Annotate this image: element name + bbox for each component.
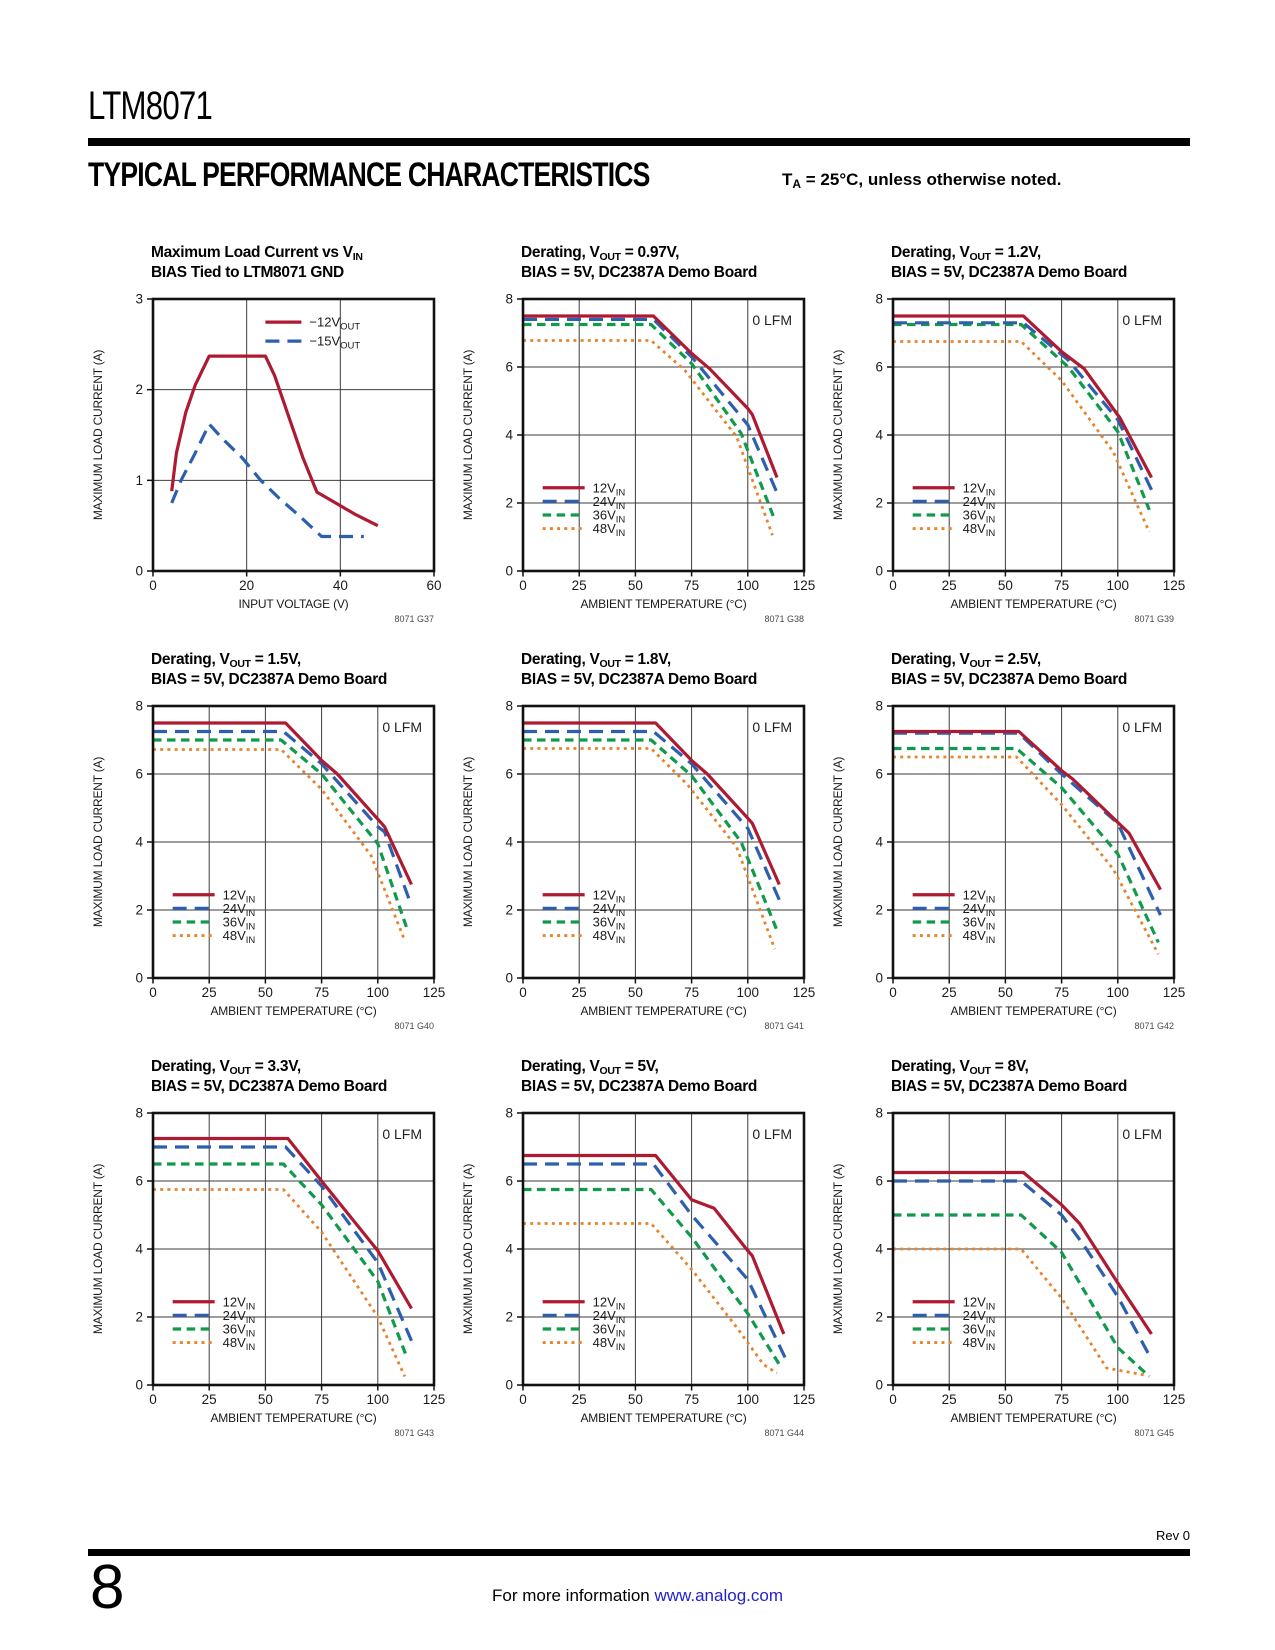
y-axis-label: MAXIMUM LOAD CURRENT (A) bbox=[831, 756, 845, 928]
legend-label: $48V_{IN}$ bbox=[962, 1335, 996, 1354]
legend-label: $48V_{IN}$ bbox=[222, 928, 256, 947]
svg-text:6: 6 bbox=[505, 359, 513, 375]
svg-text:1: 1 bbox=[135, 472, 143, 488]
x-axis-label: AMBIENT TEMPERATURE (°C) bbox=[580, 597, 747, 611]
tick-labels bbox=[875, 1106, 1185, 1408]
chart-legend bbox=[173, 887, 256, 946]
svg-text:50: 50 bbox=[627, 985, 643, 1000]
svg-text:100: 100 bbox=[736, 1392, 760, 1407]
tick-labels bbox=[505, 699, 815, 1001]
svg-text:4: 4 bbox=[875, 1241, 883, 1257]
svg-text:0: 0 bbox=[149, 985, 157, 1000]
svg-text:20: 20 bbox=[239, 578, 255, 593]
svg-text:125: 125 bbox=[422, 985, 446, 1000]
graph-id: 8071 G45 bbox=[1134, 1428, 1174, 1438]
header-rule bbox=[88, 138, 1190, 146]
axis-ticks bbox=[887, 1113, 1174, 1391]
x-axis-label: AMBIENT TEMPERATURE (°C) bbox=[950, 1411, 1117, 1425]
airflow-annotation: 0 LFM bbox=[382, 719, 422, 735]
analog-link[interactable]: www.analog.com bbox=[654, 1586, 783, 1605]
svg-text:6: 6 bbox=[505, 766, 513, 782]
page-number: 8 bbox=[90, 1553, 125, 1622]
chart-title: Derating, VOUT = 8V, BIAS = 5V, DC2387A Demo Board bbox=[891, 1058, 1128, 1095]
series-line-orange bbox=[153, 750, 405, 941]
charts-grid bbox=[89, 243, 1189, 1441]
legend-label: $48V_{IN}$ bbox=[592, 928, 626, 947]
svg-text:8: 8 bbox=[135, 1105, 143, 1121]
series-line-red bbox=[893, 732, 1161, 890]
series-line-green bbox=[523, 1190, 782, 1369]
legend-label: $-12V_{OUT}$ bbox=[309, 314, 361, 333]
x-axis-label: AMBIENT TEMPERATURE (°C) bbox=[950, 597, 1117, 611]
svg-text:6: 6 bbox=[875, 1173, 883, 1189]
note-subscript: A bbox=[792, 177, 802, 191]
section-title: TYPICAL PERFORMANCE CHARACTERISTICS bbox=[88, 156, 650, 194]
graph-id: 8071 G41 bbox=[764, 1021, 804, 1031]
chart-plot-svg bbox=[89, 1101, 449, 1439]
svg-text:0: 0 bbox=[135, 563, 143, 579]
svg-text:4: 4 bbox=[875, 427, 883, 443]
legend-label: $12V_{IN}$ bbox=[962, 1294, 996, 1313]
chart-plot-svg bbox=[89, 287, 449, 625]
svg-text:6: 6 bbox=[135, 1173, 143, 1189]
chart-plot-svg bbox=[829, 287, 1189, 625]
svg-text:6: 6 bbox=[505, 1173, 513, 1189]
svg-text:75: 75 bbox=[684, 985, 700, 1000]
series-line-green bbox=[153, 740, 407, 929]
chart-figure-g42 bbox=[829, 650, 1189, 1034]
svg-text:75: 75 bbox=[1054, 985, 1070, 1000]
svg-text:4: 4 bbox=[135, 1241, 143, 1257]
chart-plot-svg bbox=[89, 694, 449, 1032]
svg-text:50: 50 bbox=[627, 1392, 643, 1407]
x-axis-label: AMBIENT TEMPERATURE (°C) bbox=[580, 1004, 747, 1018]
chart-legend bbox=[913, 480, 996, 539]
chart-title: Derating, VOUT = 1.8V, BIAS = 5V, DC2387A Demo Board bbox=[521, 651, 758, 688]
svg-text:25: 25 bbox=[941, 985, 957, 1000]
tick-labels bbox=[505, 1106, 815, 1408]
svg-text:4: 4 bbox=[505, 427, 513, 443]
svg-text:2: 2 bbox=[135, 902, 143, 918]
chart-title: Derating, VOUT = 5V, BIAS = 5V, DC2387A Demo Board bbox=[521, 1058, 758, 1095]
x-axis-label: AMBIENT TEMPERATURE (°C) bbox=[950, 1004, 1117, 1018]
svg-text:100: 100 bbox=[1106, 1392, 1130, 1407]
legend-label: $36V_{IN}$ bbox=[592, 914, 626, 933]
svg-text:4: 4 bbox=[505, 1241, 513, 1257]
svg-text:125: 125 bbox=[422, 1392, 446, 1407]
svg-text:4: 4 bbox=[505, 834, 513, 850]
grid-lines bbox=[523, 1113, 804, 1385]
svg-text:40: 40 bbox=[332, 578, 348, 593]
chart-plot-svg bbox=[459, 287, 819, 625]
y-axis-label: MAXIMUM LOAD CURRENT (A) bbox=[91, 1163, 105, 1335]
legend-label: $36V_{IN}$ bbox=[962, 1321, 996, 1340]
svg-text:0: 0 bbox=[149, 1392, 157, 1407]
legend-label: $48V_{IN}$ bbox=[592, 521, 626, 540]
series-line-green bbox=[523, 740, 777, 933]
legend-label: $12V_{IN}$ bbox=[962, 887, 996, 906]
svg-text:25: 25 bbox=[571, 1392, 587, 1407]
legend-label: $36V_{IN}$ bbox=[962, 914, 996, 933]
svg-text:3: 3 bbox=[135, 291, 143, 307]
svg-text:8: 8 bbox=[135, 698, 143, 714]
svg-text:0: 0 bbox=[135, 1377, 143, 1393]
svg-text:0: 0 bbox=[875, 970, 883, 986]
svg-text:75: 75 bbox=[1054, 1392, 1070, 1407]
series-line-green bbox=[893, 1215, 1149, 1377]
chart-figure-g38 bbox=[459, 243, 819, 627]
y-axis-label: MAXIMUM LOAD CURRENT (A) bbox=[461, 1163, 475, 1335]
chart-legend bbox=[173, 1294, 256, 1353]
graph-id: 8071 G38 bbox=[764, 614, 804, 624]
series-line-blue bbox=[153, 732, 409, 900]
svg-text:125: 125 bbox=[792, 985, 816, 1000]
chart-legend bbox=[543, 887, 626, 946]
chart-plot-svg bbox=[459, 694, 819, 1032]
footer-info-text: For more information bbox=[491, 1586, 655, 1605]
chart-legend bbox=[265, 315, 360, 352]
series-line-blue bbox=[523, 732, 779, 900]
chart-plot-svg bbox=[459, 1101, 819, 1439]
svg-text:125: 125 bbox=[792, 578, 816, 593]
chart-plot-svg bbox=[829, 694, 1189, 1032]
series-line-red bbox=[523, 1156, 784, 1335]
chart-figure-g43 bbox=[89, 1057, 449, 1441]
graph-id: 8071 G42 bbox=[1134, 1021, 1174, 1031]
tick-labels bbox=[505, 292, 815, 594]
series-group bbox=[893, 316, 1154, 532]
y-axis-label: MAXIMUM LOAD CURRENT (A) bbox=[461, 349, 475, 521]
svg-text:8: 8 bbox=[505, 291, 513, 307]
svg-text:50: 50 bbox=[997, 1392, 1013, 1407]
chart-legend bbox=[543, 1294, 626, 1353]
svg-text:125: 125 bbox=[1162, 985, 1186, 1000]
svg-text:100: 100 bbox=[1106, 578, 1130, 593]
legend-label: $12V_{IN}$ bbox=[592, 480, 626, 499]
graph-id: 8071 G44 bbox=[764, 1428, 804, 1438]
legend-label: $36V_{IN}$ bbox=[222, 1321, 256, 1340]
grid-lines bbox=[893, 1113, 1174, 1385]
svg-text:60: 60 bbox=[426, 578, 442, 593]
legend-label: $48V_{IN}$ bbox=[962, 521, 996, 540]
legend-label: $48V_{IN}$ bbox=[962, 928, 996, 947]
axis-ticks bbox=[887, 706, 1174, 984]
svg-text:2: 2 bbox=[135, 1309, 143, 1325]
chart-legend bbox=[913, 1294, 996, 1353]
svg-text:25: 25 bbox=[941, 578, 957, 593]
svg-text:0: 0 bbox=[505, 1377, 513, 1393]
chart-figure-g37 bbox=[89, 243, 449, 627]
svg-text:0: 0 bbox=[135, 970, 143, 986]
chart-legend bbox=[543, 480, 626, 539]
legend-label: $48V_{IN}$ bbox=[222, 1335, 256, 1354]
section-note bbox=[782, 170, 1062, 190]
chart-figure-g41 bbox=[459, 650, 819, 1034]
airflow-annotation: 0 LFM bbox=[1122, 719, 1162, 735]
chart-legend bbox=[913, 887, 996, 946]
svg-text:75: 75 bbox=[684, 1392, 700, 1407]
footer-info bbox=[0, 1586, 1275, 1606]
svg-text:8: 8 bbox=[875, 291, 883, 307]
svg-text:0: 0 bbox=[519, 1392, 527, 1407]
series-group bbox=[523, 723, 779, 949]
svg-text:8: 8 bbox=[875, 1105, 883, 1121]
series-line-orange bbox=[523, 1224, 777, 1374]
series-line-red bbox=[893, 1173, 1152, 1335]
svg-text:50: 50 bbox=[627, 578, 643, 593]
svg-text:0: 0 bbox=[875, 563, 883, 579]
svg-text:125: 125 bbox=[1162, 1392, 1186, 1407]
series-line-blue bbox=[523, 319, 777, 492]
note-prefix: T bbox=[782, 170, 793, 189]
series-group bbox=[893, 1173, 1152, 1377]
svg-text:25: 25 bbox=[571, 985, 587, 1000]
series-line-green bbox=[893, 749, 1158, 943]
svg-text:50: 50 bbox=[257, 985, 273, 1000]
svg-text:100: 100 bbox=[366, 985, 390, 1000]
airflow-annotation: 0 LFM bbox=[1122, 312, 1162, 328]
y-axis-label: MAXIMUM LOAD CURRENT (A) bbox=[461, 756, 475, 928]
revision-label: Rev 0 bbox=[1156, 1528, 1190, 1543]
chart-title: Derating, VOUT = 1.5V, BIAS = 5V, DC2387A Demo Board bbox=[151, 651, 388, 688]
svg-text:0: 0 bbox=[889, 1392, 897, 1407]
grid-lines bbox=[893, 299, 1174, 571]
legend-label: $48V_{IN}$ bbox=[592, 1335, 626, 1354]
legend-label: $24V_{IN}$ bbox=[592, 1307, 626, 1326]
chart-title: Derating, VOUT = 2.5V, BIAS = 5V, DC2387A Demo Board bbox=[891, 651, 1128, 688]
svg-text:75: 75 bbox=[1054, 578, 1070, 593]
svg-text:0: 0 bbox=[889, 578, 897, 593]
svg-text:2: 2 bbox=[505, 902, 513, 918]
legend-label: $24V_{IN}$ bbox=[222, 900, 256, 919]
svg-text:50: 50 bbox=[997, 578, 1013, 593]
chart-figure-g40 bbox=[89, 650, 449, 1034]
legend-label: $24V_{IN}$ bbox=[962, 900, 996, 919]
airflow-annotation: 0 LFM bbox=[752, 1126, 792, 1142]
tick-labels bbox=[135, 292, 441, 594]
legend-label: $24V_{IN}$ bbox=[592, 493, 626, 512]
svg-text:25: 25 bbox=[201, 985, 217, 1000]
series-group bbox=[523, 1156, 786, 1374]
svg-text:0: 0 bbox=[505, 970, 513, 986]
chart-figure-g45 bbox=[829, 1057, 1189, 1441]
legend-label: $36V_{IN}$ bbox=[592, 1321, 626, 1340]
svg-text:2: 2 bbox=[875, 1309, 883, 1325]
legend-label: $24V_{IN}$ bbox=[592, 900, 626, 919]
series-line-green bbox=[893, 325, 1149, 510]
airflow-annotation: 0 LFM bbox=[752, 312, 792, 328]
tick-labels bbox=[875, 292, 1185, 594]
svg-text:125: 125 bbox=[1162, 578, 1186, 593]
svg-text:8: 8 bbox=[875, 698, 883, 714]
svg-text:2: 2 bbox=[875, 902, 883, 918]
legend-label: $12V_{IN}$ bbox=[592, 887, 626, 906]
y-axis-label: MAXIMUM LOAD CURRENT (A) bbox=[831, 1163, 845, 1335]
legend-label: $12V_{IN}$ bbox=[222, 1294, 256, 1313]
legend-label: $36V_{IN}$ bbox=[962, 507, 996, 526]
svg-text:6: 6 bbox=[135, 766, 143, 782]
legend-label: $12V_{IN}$ bbox=[222, 887, 256, 906]
x-axis-label: AMBIENT TEMPERATURE (°C) bbox=[210, 1411, 377, 1425]
legend-label: $-15V_{OUT}$ bbox=[309, 333, 361, 352]
svg-text:2: 2 bbox=[875, 495, 883, 511]
graph-id: 8071 G43 bbox=[394, 1428, 434, 1438]
svg-text:2: 2 bbox=[505, 1309, 513, 1325]
svg-text:100: 100 bbox=[736, 578, 760, 593]
chart-title: Maximum Load Current vs VIN BIAS Tied to LTM8071 GND bbox=[151, 244, 363, 281]
tick-labels bbox=[135, 699, 445, 1001]
footer-rule bbox=[88, 1549, 1190, 1556]
series-line-orange bbox=[153, 1190, 405, 1377]
svg-text:0: 0 bbox=[519, 985, 527, 1000]
x-axis-label: AMBIENT TEMPERATURE (°C) bbox=[580, 1411, 747, 1425]
svg-text:0: 0 bbox=[149, 578, 157, 593]
series-group bbox=[172, 356, 378, 536]
svg-text:75: 75 bbox=[314, 985, 330, 1000]
series-group bbox=[153, 1139, 412, 1377]
series-line-orange bbox=[523, 341, 773, 536]
svg-text:100: 100 bbox=[366, 1392, 390, 1407]
series-line-green bbox=[523, 325, 775, 521]
svg-text:50: 50 bbox=[997, 985, 1013, 1000]
series-group bbox=[523, 316, 777, 535]
svg-text:0: 0 bbox=[505, 563, 513, 579]
chart-figure-g44 bbox=[459, 1057, 819, 1441]
svg-text:0: 0 bbox=[519, 578, 527, 593]
series-line-red bbox=[153, 723, 412, 885]
legend-label: $36V_{IN}$ bbox=[592, 507, 626, 526]
chart-plot-svg bbox=[829, 1101, 1189, 1439]
svg-text:100: 100 bbox=[1106, 985, 1130, 1000]
x-axis-label: AMBIENT TEMPERATURE (°C) bbox=[210, 1004, 377, 1018]
series-line-blue bbox=[893, 1181, 1152, 1360]
legend-label: $24V_{IN}$ bbox=[962, 1307, 996, 1326]
note-text: = 25°C, unless otherwise noted. bbox=[801, 170, 1062, 189]
svg-text:6: 6 bbox=[875, 766, 883, 782]
chart-title: Derating, VOUT = 1.2V, BIAS = 5V, DC2387A Demo Board bbox=[891, 244, 1128, 281]
svg-text:100: 100 bbox=[736, 985, 760, 1000]
chart-title: Derating, VOUT = 3.3V, BIAS = 5V, DC2387A Demo Board bbox=[151, 1058, 388, 1095]
chart-title: Derating, VOUT = 0.97V, BIAS = 5V, DC2387A Demo Board bbox=[521, 244, 758, 281]
legend-label: $24V_{IN}$ bbox=[962, 493, 996, 512]
airflow-annotation: 0 LFM bbox=[752, 719, 792, 735]
graph-id: 8071 G37 bbox=[394, 614, 434, 624]
graph-id: 8071 G39 bbox=[1134, 614, 1174, 624]
legend-label: $24V_{IN}$ bbox=[222, 1307, 256, 1326]
graph-id: 8071 G40 bbox=[394, 1021, 434, 1031]
x-axis-label: INPUT VOLTAGE (V) bbox=[238, 597, 349, 611]
svg-text:50: 50 bbox=[257, 1392, 273, 1407]
svg-text:0: 0 bbox=[889, 985, 897, 1000]
y-axis-label: MAXIMUM LOAD CURRENT (A) bbox=[91, 349, 105, 521]
series-line-orange bbox=[523, 749, 775, 950]
svg-text:8: 8 bbox=[505, 698, 513, 714]
airflow-annotation: 0 LFM bbox=[1122, 1126, 1162, 1142]
svg-text:25: 25 bbox=[201, 1392, 217, 1407]
airflow-annotation: 0 LFM bbox=[382, 1126, 422, 1142]
svg-text:8: 8 bbox=[505, 1105, 513, 1121]
svg-text:2: 2 bbox=[135, 382, 143, 398]
legend-label: $12V_{IN}$ bbox=[592, 1294, 626, 1313]
legend-label: $36V_{IN}$ bbox=[222, 914, 256, 933]
part-number: LTM8071 bbox=[88, 84, 213, 128]
svg-text:25: 25 bbox=[941, 1392, 957, 1407]
svg-text:4: 4 bbox=[135, 834, 143, 850]
svg-text:25: 25 bbox=[571, 578, 587, 593]
y-axis-label: MAXIMUM LOAD CURRENT (A) bbox=[831, 349, 845, 521]
y-axis-label: MAXIMUM LOAD CURRENT (A) bbox=[91, 756, 105, 928]
svg-text:4: 4 bbox=[875, 834, 883, 850]
chart-figure-g39 bbox=[829, 243, 1189, 627]
legend-label: $12V_{IN}$ bbox=[962, 480, 996, 499]
series-group bbox=[153, 723, 412, 941]
svg-text:75: 75 bbox=[684, 578, 700, 593]
svg-text:125: 125 bbox=[792, 1392, 816, 1407]
svg-text:0: 0 bbox=[875, 1377, 883, 1393]
svg-text:2: 2 bbox=[505, 495, 513, 511]
svg-text:6: 6 bbox=[875, 359, 883, 375]
svg-text:75: 75 bbox=[314, 1392, 330, 1407]
